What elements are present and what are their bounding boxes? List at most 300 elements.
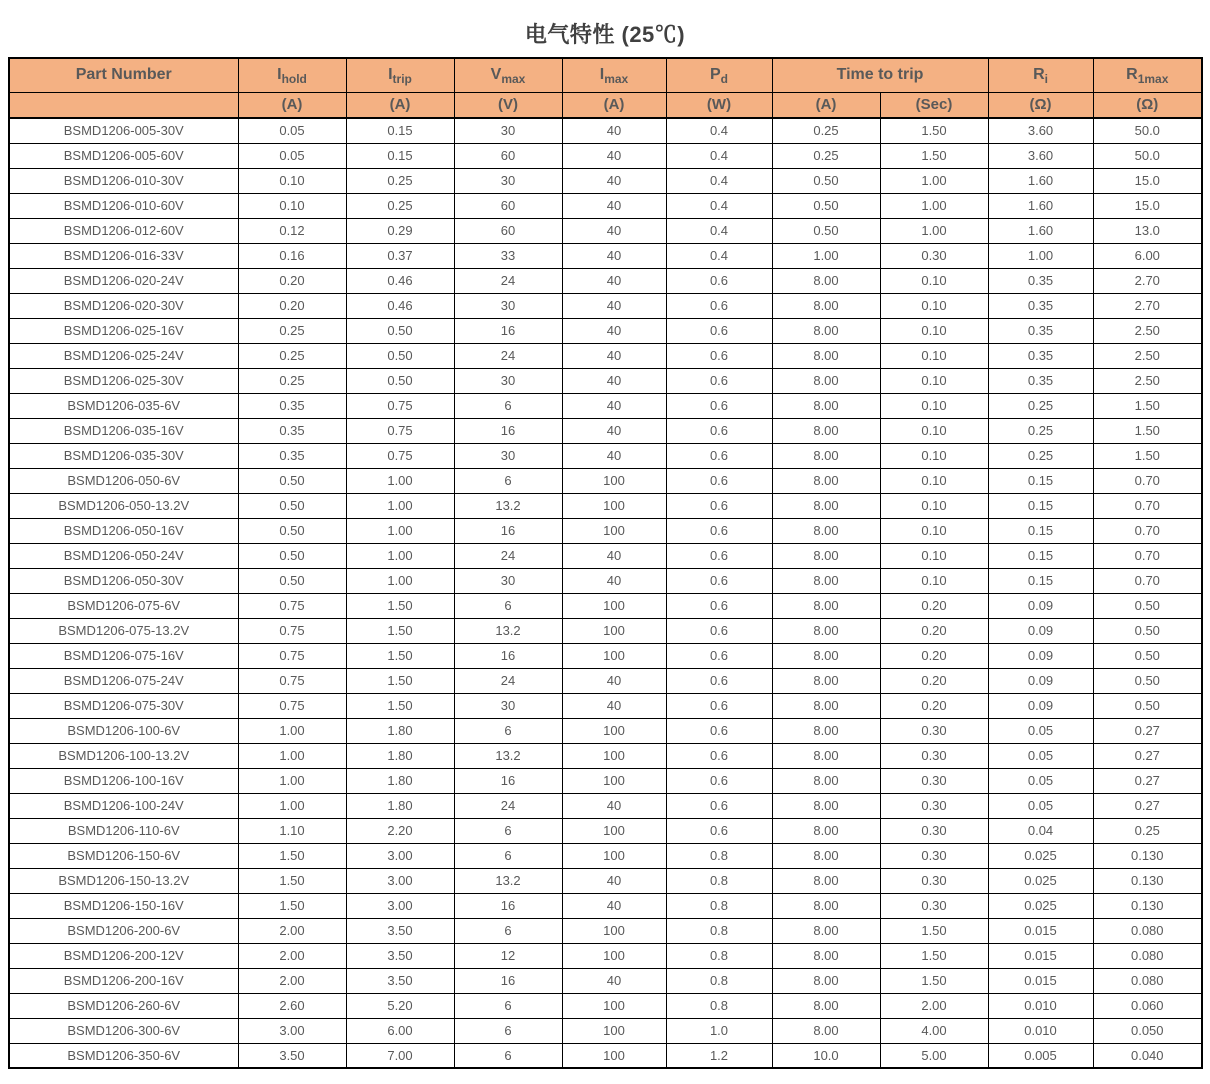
unit-cell: (Sec) xyxy=(880,92,988,118)
value-cell: 1.60 xyxy=(988,168,1093,193)
value-cell: 0.46 xyxy=(346,268,454,293)
part-number-cell: BSMD1206-050-16V xyxy=(9,518,238,543)
value-cell: 0.6 xyxy=(666,643,772,668)
value-cell: 8.00 xyxy=(772,468,880,493)
table-row xyxy=(9,718,1202,743)
value-cell: 1.00 xyxy=(346,468,454,493)
value-cell: 15.0 xyxy=(1093,193,1202,218)
value-cell: 0.35 xyxy=(988,268,1093,293)
value-cell: 1.00 xyxy=(880,168,988,193)
value-cell: 0.4 xyxy=(666,218,772,243)
value-cell: 24 xyxy=(454,793,562,818)
part-number-cell: BSMD1206-012-60V xyxy=(9,218,238,243)
value-cell: 1.00 xyxy=(772,243,880,268)
value-cell: 2.00 xyxy=(238,943,346,968)
value-cell: 1.00 xyxy=(238,768,346,793)
value-cell: 1.00 xyxy=(346,493,454,518)
value-cell: 0.8 xyxy=(666,993,772,1018)
value-cell: 8.00 xyxy=(772,743,880,768)
value-cell: 40 xyxy=(562,118,666,143)
value-cell: 1.80 xyxy=(346,768,454,793)
value-cell: 6 xyxy=(454,393,562,418)
part-number-cell: BSMD1206-010-30V xyxy=(9,168,238,193)
value-cell: 100 xyxy=(562,518,666,543)
table-row xyxy=(9,843,1202,868)
value-cell: 0.20 xyxy=(880,668,988,693)
value-cell: 0.15 xyxy=(988,493,1093,518)
value-cell: 0.75 xyxy=(238,643,346,668)
part-number-cell: BSMD1206-100-24V xyxy=(9,793,238,818)
value-cell: 0.10 xyxy=(880,518,988,543)
value-cell: 0.015 xyxy=(988,943,1093,968)
table-row xyxy=(9,893,1202,918)
unit-cell-empty xyxy=(9,92,238,118)
value-cell: 6 xyxy=(454,918,562,943)
value-cell: 40 xyxy=(562,568,666,593)
part-number-cell: BSMD1206-050-6V xyxy=(9,468,238,493)
value-cell: 0.6 xyxy=(666,818,772,843)
value-cell: 0.35 xyxy=(238,393,346,418)
value-cell: 0.6 xyxy=(666,418,772,443)
part-number-cell: BSMD1206-075-16V xyxy=(9,643,238,668)
table-row xyxy=(9,768,1202,793)
part-number-cell: BSMD1206-005-30V xyxy=(9,118,238,143)
value-cell: 0.27 xyxy=(1093,718,1202,743)
value-cell: 0.10 xyxy=(880,293,988,318)
value-cell: 0.37 xyxy=(346,243,454,268)
value-cell: 0.6 xyxy=(666,468,772,493)
value-cell: 0.10 xyxy=(880,443,988,468)
value-cell: 0.50 xyxy=(346,318,454,343)
value-cell: 100 xyxy=(562,943,666,968)
value-cell: 0.50 xyxy=(772,193,880,218)
value-cell: 40 xyxy=(562,393,666,418)
value-cell: 0.70 xyxy=(1093,493,1202,518)
value-cell: 0.8 xyxy=(666,843,772,868)
value-cell: 0.10 xyxy=(880,568,988,593)
value-cell: 8.00 xyxy=(772,643,880,668)
value-cell: 0.75 xyxy=(238,593,346,618)
value-cell: 0.50 xyxy=(1093,618,1202,643)
value-cell: 6 xyxy=(454,818,562,843)
value-cell: 1.50 xyxy=(880,918,988,943)
value-cell: 6.00 xyxy=(1093,243,1202,268)
value-cell: 3.50 xyxy=(346,968,454,993)
unit-cell: (Ω) xyxy=(988,92,1093,118)
value-cell: 100 xyxy=(562,993,666,1018)
value-cell: 40 xyxy=(562,968,666,993)
value-cell: 1.50 xyxy=(880,943,988,968)
header-row-units xyxy=(9,92,1202,118)
value-cell: 8.00 xyxy=(772,318,880,343)
value-cell: 0.6 xyxy=(666,343,772,368)
value-cell: 8.00 xyxy=(772,693,880,718)
value-cell: 0.6 xyxy=(666,668,772,693)
value-cell: 0.6 xyxy=(666,268,772,293)
value-cell: 60 xyxy=(454,193,562,218)
value-cell: 30 xyxy=(454,693,562,718)
value-cell: 0.4 xyxy=(666,118,772,143)
value-cell: 0.6 xyxy=(666,743,772,768)
value-cell: 6 xyxy=(454,993,562,1018)
value-cell: 0.05 xyxy=(238,118,346,143)
value-cell: 6.00 xyxy=(346,1018,454,1043)
value-cell: 0.6 xyxy=(666,593,772,618)
part-number-cell: BSMD1206-020-30V xyxy=(9,293,238,318)
value-cell: 40 xyxy=(562,443,666,468)
value-cell: 0.25 xyxy=(772,143,880,168)
value-cell: 1.50 xyxy=(346,618,454,643)
value-cell: 0.50 xyxy=(238,568,346,593)
table-row xyxy=(9,143,1202,168)
table-row xyxy=(9,243,1202,268)
value-cell: 1.00 xyxy=(346,543,454,568)
value-cell: 0.6 xyxy=(666,793,772,818)
value-cell: 0.6 xyxy=(666,768,772,793)
value-cell: 0.30 xyxy=(880,793,988,818)
value-cell: 0.50 xyxy=(346,343,454,368)
value-cell: 0.15 xyxy=(988,518,1093,543)
value-cell: 1.00 xyxy=(238,793,346,818)
value-cell: 33 xyxy=(454,243,562,268)
value-cell: 0.25 xyxy=(1093,818,1202,843)
value-cell: 0.080 xyxy=(1093,918,1202,943)
value-cell: 0.010 xyxy=(988,993,1093,1018)
value-cell: 0.70 xyxy=(1093,568,1202,593)
value-cell: 100 xyxy=(562,1018,666,1043)
value-cell: 8.00 xyxy=(772,268,880,293)
value-cell: 0.20 xyxy=(880,618,988,643)
value-cell: 0.35 xyxy=(988,343,1093,368)
value-cell: 1.2 xyxy=(666,1043,772,1068)
part-number-cell: BSMD1206-005-60V xyxy=(9,143,238,168)
value-cell: 0.70 xyxy=(1093,543,1202,568)
value-cell: 1.60 xyxy=(988,193,1093,218)
value-cell: 8.00 xyxy=(772,368,880,393)
value-cell: 0.50 xyxy=(1093,593,1202,618)
value-cell: 0.10 xyxy=(880,468,988,493)
value-cell: 1.0 xyxy=(666,1018,772,1043)
value-cell: 15.0 xyxy=(1093,168,1202,193)
value-cell: 0.6 xyxy=(666,568,772,593)
value-cell: 30 xyxy=(454,293,562,318)
value-cell: 8.00 xyxy=(772,893,880,918)
value-cell: 3.50 xyxy=(346,943,454,968)
part-number-cell: BSMD1206-075-13.2V xyxy=(9,618,238,643)
value-cell: 13.0 xyxy=(1093,218,1202,243)
table-row xyxy=(9,968,1202,993)
value-cell: 0.46 xyxy=(346,293,454,318)
value-cell: 0.05 xyxy=(988,743,1093,768)
value-cell: 30 xyxy=(454,168,562,193)
value-cell: 1.50 xyxy=(346,593,454,618)
value-cell: 0.025 xyxy=(988,868,1093,893)
value-cell: 1.10 xyxy=(238,818,346,843)
value-cell: 0.20 xyxy=(238,293,346,318)
value-cell: 0.30 xyxy=(880,868,988,893)
value-cell: 8.00 xyxy=(772,918,880,943)
table-row xyxy=(9,693,1202,718)
value-cell: 40 xyxy=(562,793,666,818)
value-cell: 0.10 xyxy=(880,268,988,293)
value-cell: 1.00 xyxy=(880,193,988,218)
value-cell: 0.10 xyxy=(880,368,988,393)
table-row xyxy=(9,818,1202,843)
value-cell: 3.50 xyxy=(346,918,454,943)
part-number-cell: BSMD1206-200-12V xyxy=(9,943,238,968)
value-cell: 0.080 xyxy=(1093,943,1202,968)
col-header-ri: $R_i$ xyxy=(988,58,1093,92)
value-cell: 40 xyxy=(562,318,666,343)
value-cell: 0.25 xyxy=(988,418,1093,443)
part-number-cell: BSMD1206-300-6V xyxy=(9,1018,238,1043)
value-cell: 0.75 xyxy=(238,618,346,643)
value-cell: 24 xyxy=(454,668,562,693)
value-cell: 8.00 xyxy=(772,293,880,318)
value-cell: 0.30 xyxy=(880,818,988,843)
value-cell: 0.15 xyxy=(988,568,1093,593)
value-cell: 0.25 xyxy=(238,368,346,393)
value-cell: 13.2 xyxy=(454,618,562,643)
part-number-cell: BSMD1206-025-24V xyxy=(9,343,238,368)
table-row xyxy=(9,793,1202,818)
value-cell: 0.10 xyxy=(238,168,346,193)
col-header-ihold: $I_{hold}$ xyxy=(238,58,346,92)
value-cell: 0.050 xyxy=(1093,1018,1202,1043)
value-cell: 0.25 xyxy=(772,118,880,143)
value-cell: 0.50 xyxy=(238,468,346,493)
value-cell: 100 xyxy=(562,618,666,643)
value-cell: 0.130 xyxy=(1093,868,1202,893)
table-row xyxy=(9,543,1202,568)
value-cell: 0.8 xyxy=(666,893,772,918)
value-cell: 8.00 xyxy=(772,868,880,893)
value-cell: 0.75 xyxy=(238,693,346,718)
value-cell: 100 xyxy=(562,743,666,768)
value-cell: 40 xyxy=(562,293,666,318)
value-cell: 16 xyxy=(454,318,562,343)
value-cell: 0.10 xyxy=(880,543,988,568)
table-row xyxy=(9,1043,1202,1068)
value-cell: 1.50 xyxy=(880,118,988,143)
value-cell: 10.0 xyxy=(772,1043,880,1068)
value-cell: 1.50 xyxy=(1093,393,1202,418)
electrical-characteristics-table xyxy=(8,57,1203,1069)
value-cell: 0.4 xyxy=(666,243,772,268)
value-cell: 40 xyxy=(562,243,666,268)
value-cell: 0.8 xyxy=(666,968,772,993)
value-cell: 0.025 xyxy=(988,843,1093,868)
value-cell: 0.040 xyxy=(1093,1043,1202,1068)
value-cell: 3.50 xyxy=(238,1043,346,1068)
value-cell: 8.00 xyxy=(772,568,880,593)
value-cell: 1.60 xyxy=(988,218,1093,243)
value-cell: 8.00 xyxy=(772,843,880,868)
value-cell: 1.80 xyxy=(346,718,454,743)
unit-cell: (W) xyxy=(666,92,772,118)
part-number-cell: BSMD1206-050-13.2V xyxy=(9,493,238,518)
value-cell: 40 xyxy=(562,893,666,918)
value-cell: 8.00 xyxy=(772,593,880,618)
value-cell: 0.30 xyxy=(880,893,988,918)
value-cell: 0.70 xyxy=(1093,468,1202,493)
col-header-imax: $I_{max}$ xyxy=(562,58,666,92)
unit-cell: (A) xyxy=(562,92,666,118)
table-row xyxy=(9,918,1202,943)
col-header-time-to-trip: Time to trip xyxy=(772,58,988,92)
value-cell: 0.50 xyxy=(772,168,880,193)
value-cell: 0.6 xyxy=(666,718,772,743)
value-cell: 6 xyxy=(454,1043,562,1068)
value-cell: 0.6 xyxy=(666,393,772,418)
unit-cell: (Ω) xyxy=(1093,92,1202,118)
value-cell: 16 xyxy=(454,643,562,668)
value-cell: 0.35 xyxy=(988,368,1093,393)
part-number-cell: BSMD1206-075-6V xyxy=(9,593,238,618)
value-cell: 0.75 xyxy=(238,668,346,693)
value-cell: 0.005 xyxy=(988,1043,1093,1068)
value-cell: 0.080 xyxy=(1093,968,1202,993)
table-row xyxy=(9,443,1202,468)
table-row xyxy=(9,218,1202,243)
value-cell: 0.27 xyxy=(1093,793,1202,818)
value-cell: 2.50 xyxy=(1093,318,1202,343)
value-cell: 100 xyxy=(562,918,666,943)
value-cell: 8.00 xyxy=(772,618,880,643)
value-cell: 0.09 xyxy=(988,643,1093,668)
value-cell: 0.25 xyxy=(988,393,1093,418)
value-cell: 40 xyxy=(562,193,666,218)
value-cell: 6 xyxy=(454,468,562,493)
value-cell: 1.50 xyxy=(238,893,346,918)
table-row xyxy=(9,343,1202,368)
value-cell: 40 xyxy=(562,268,666,293)
table-row xyxy=(9,643,1202,668)
table-row xyxy=(9,368,1202,393)
value-cell: 1.80 xyxy=(346,793,454,818)
value-cell: 0.025 xyxy=(988,893,1093,918)
value-cell: 0.35 xyxy=(988,293,1093,318)
value-cell: 0.16 xyxy=(238,243,346,268)
value-cell: 0.50 xyxy=(346,368,454,393)
table-row xyxy=(9,468,1202,493)
value-cell: 24 xyxy=(454,543,562,568)
value-cell: 0.4 xyxy=(666,168,772,193)
value-cell: 8.00 xyxy=(772,818,880,843)
value-cell: 1.80 xyxy=(346,743,454,768)
table-row xyxy=(9,118,1202,143)
table-row xyxy=(9,743,1202,768)
table-row xyxy=(9,293,1202,318)
value-cell: 0.6 xyxy=(666,543,772,568)
value-cell: 100 xyxy=(562,468,666,493)
value-cell: 0.09 xyxy=(988,693,1093,718)
value-cell: 13.2 xyxy=(454,493,562,518)
value-cell: 0.15 xyxy=(346,143,454,168)
table-header xyxy=(9,58,1202,118)
value-cell: 8.00 xyxy=(772,793,880,818)
value-cell: 16 xyxy=(454,418,562,443)
value-cell: 4.00 xyxy=(880,1018,988,1043)
value-cell: 0.015 xyxy=(988,918,1093,943)
value-cell: 0.15 xyxy=(988,543,1093,568)
value-cell: 0.05 xyxy=(238,143,346,168)
part-number-cell: BSMD1206-016-33V xyxy=(9,243,238,268)
value-cell: 0.25 xyxy=(346,168,454,193)
col-header-part-number: Part Number xyxy=(9,58,238,92)
value-cell: 30 xyxy=(454,368,562,393)
value-cell: 100 xyxy=(562,818,666,843)
table-row xyxy=(9,268,1202,293)
value-cell: 0.50 xyxy=(1093,668,1202,693)
value-cell: 1.00 xyxy=(238,718,346,743)
value-cell: 6 xyxy=(454,1018,562,1043)
value-cell: 60 xyxy=(454,218,562,243)
unit-cell: (V) xyxy=(454,92,562,118)
part-number-cell: BSMD1206-025-30V xyxy=(9,368,238,393)
value-cell: 100 xyxy=(562,1043,666,1068)
value-cell: 60 xyxy=(454,143,562,168)
value-cell: 0.20 xyxy=(880,643,988,668)
part-number-cell: BSMD1206-075-24V xyxy=(9,668,238,693)
value-cell: 1.50 xyxy=(880,143,988,168)
value-cell: 6 xyxy=(454,718,562,743)
table-row xyxy=(9,418,1202,443)
table-row xyxy=(9,668,1202,693)
value-cell: 0.4 xyxy=(666,193,772,218)
value-cell: 0.35 xyxy=(988,318,1093,343)
unit-cell: (A) xyxy=(346,92,454,118)
value-cell: 1.50 xyxy=(346,668,454,693)
part-number-cell: BSMD1206-050-24V xyxy=(9,543,238,568)
value-cell: 0.6 xyxy=(666,368,772,393)
value-cell: 0.15 xyxy=(988,468,1093,493)
value-cell: 0.15 xyxy=(346,118,454,143)
value-cell: 2.20 xyxy=(346,818,454,843)
table-body xyxy=(9,118,1202,1068)
value-cell: 1.50 xyxy=(346,693,454,718)
value-cell: 0.30 xyxy=(880,718,988,743)
value-cell: 0.70 xyxy=(1093,518,1202,543)
value-cell: 0.8 xyxy=(666,868,772,893)
value-cell: 0.130 xyxy=(1093,843,1202,868)
value-cell: 3.00 xyxy=(346,893,454,918)
value-cell: 8.00 xyxy=(772,968,880,993)
value-cell: 13.2 xyxy=(454,868,562,893)
value-cell: 2.70 xyxy=(1093,293,1202,318)
value-cell: 1.50 xyxy=(880,968,988,993)
value-cell: 0.10 xyxy=(880,418,988,443)
table-row xyxy=(9,493,1202,518)
value-cell: 13.2 xyxy=(454,743,562,768)
value-cell: 0.25 xyxy=(346,193,454,218)
value-cell: 1.00 xyxy=(880,218,988,243)
value-cell: 2.50 xyxy=(1093,368,1202,393)
value-cell: 40 xyxy=(562,368,666,393)
value-cell: 0.50 xyxy=(238,543,346,568)
value-cell: 8.00 xyxy=(772,768,880,793)
part-number-cell: BSMD1206-035-6V xyxy=(9,393,238,418)
part-number-cell: BSMD1206-260-6V xyxy=(9,993,238,1018)
value-cell: 6 xyxy=(454,843,562,868)
value-cell: 0.75 xyxy=(346,418,454,443)
value-cell: 0.30 xyxy=(880,243,988,268)
value-cell: 0.20 xyxy=(880,593,988,618)
value-cell: 0.8 xyxy=(666,918,772,943)
value-cell: 3.00 xyxy=(238,1018,346,1043)
value-cell: 1.00 xyxy=(988,243,1093,268)
value-cell: 40 xyxy=(562,693,666,718)
